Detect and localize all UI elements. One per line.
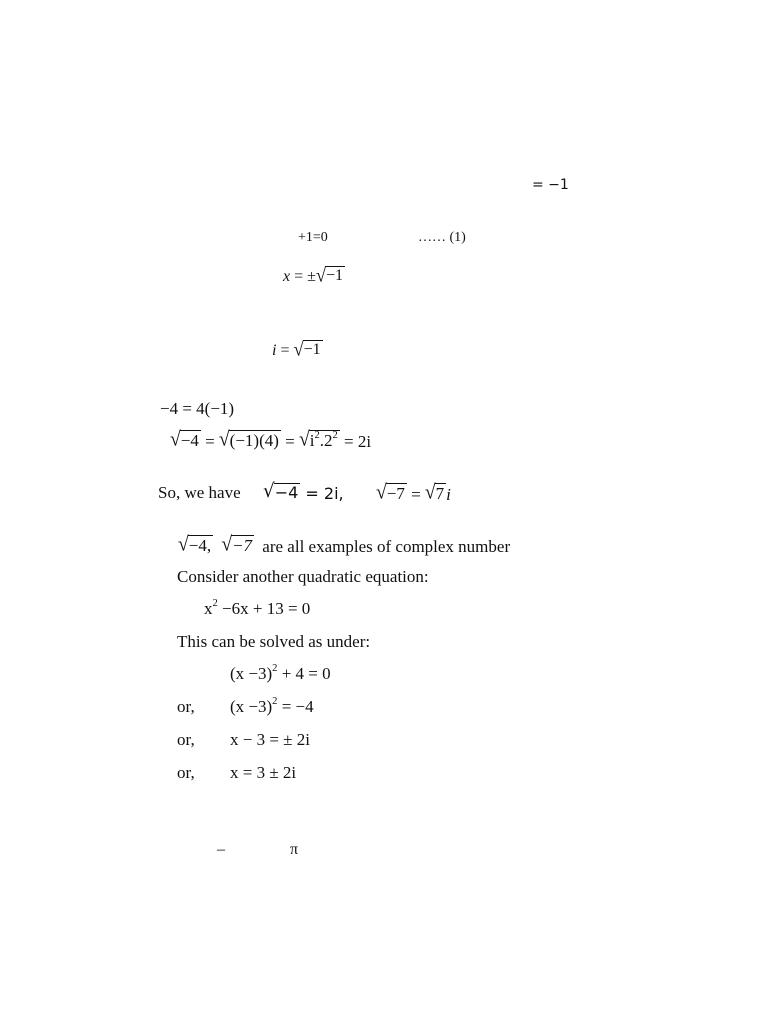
square-root-minus-four	[170, 430, 201, 450]
radicand: −1	[303, 341, 321, 358]
radicand: −4	[180, 431, 199, 450]
radical-sign-icon: √	[424, 481, 436, 504]
so-we-have-lead: So, we have	[158, 483, 241, 502]
step-rest: + 4 = 0	[277, 664, 331, 683]
dash-symbol: –	[217, 841, 225, 858]
square-root-minus-one	[316, 266, 345, 285]
square-root-product	[219, 430, 281, 450]
solution-step-1	[230, 665, 331, 682]
imaginary-unit-definition	[272, 340, 323, 359]
imaginary-i: i	[446, 484, 451, 504]
step-rest: = −4	[277, 697, 314, 716]
root-minus-seven-equals-root-seven-i	[376, 483, 451, 503]
solution-step-4-prefix: or,	[177, 763, 195, 782]
step-base: (x −3)	[230, 697, 273, 716]
times-two: .2	[319, 431, 333, 450]
radicand: −7	[232, 536, 253, 555]
exponent: 2	[314, 430, 320, 442]
exponent: 2	[212, 598, 218, 610]
equals-relation: =	[406, 484, 425, 504]
radical-sign-icon: √	[376, 481, 387, 504]
quadratic-equation	[204, 600, 310, 617]
equation-plus-one-fragment: +1=0	[298, 230, 328, 245]
square-root-minus-four-derivation	[170, 430, 371, 450]
square-root-minus-seven	[221, 535, 254, 555]
consider-quadratic-heading: Consider another quadratic equation:	[177, 567, 429, 586]
equation-reference-number: …… (1)	[418, 230, 466, 245]
variable-x: x	[283, 267, 291, 285]
equals-relation: =	[280, 431, 299, 451]
square-root-minus-four	[263, 480, 300, 503]
equals-relation: =	[276, 341, 294, 359]
square-root-minus-one	[293, 340, 322, 359]
solution-step-2-prefix: or,	[177, 697, 195, 716]
plus-minus-relation: = ±	[290, 267, 316, 285]
square-root-minus-four	[178, 535, 213, 555]
quadratic-rest: −6x + 13 = 0	[217, 599, 311, 618]
x-equals-plus-minus-root-equation	[283, 266, 345, 285]
solution-step-4: x = 3 ± 2i	[230, 763, 297, 782]
radical-sign-icon: √	[293, 338, 304, 360]
complex-number-examples-line	[178, 535, 510, 555]
variable-x: x	[204, 599, 213, 618]
radicand: −7	[386, 484, 405, 503]
square-root-i-squared-two-squared	[299, 430, 340, 450]
square-root-minus-seven	[376, 483, 407, 503]
radical-sign-icon: √	[263, 480, 275, 503]
radicand: 7	[435, 484, 445, 503]
exponent: 2	[332, 430, 338, 442]
equals-relation: =	[200, 431, 219, 451]
exponent: 2	[272, 663, 278, 675]
radicand: −4,	[188, 536, 212, 555]
solution-step-3: x − 3 = ± 2i	[230, 730, 310, 749]
value-two-i: = 2i,	[300, 483, 344, 503]
equals-minus-one-fragment: = −1	[532, 177, 569, 193]
radical-sign-icon: √	[315, 264, 327, 286]
radicand: −1	[326, 267, 344, 284]
radical-sign-icon: √	[170, 428, 181, 451]
variable-i: i	[272, 341, 277, 359]
square-root-seven	[425, 483, 446, 503]
radicand	[309, 430, 340, 450]
radicand: −4	[274, 483, 299, 502]
solution-step-3-prefix: or,	[177, 730, 195, 749]
radical-sign-icon: √	[178, 533, 189, 556]
pi-symbol: π	[290, 841, 299, 858]
result-two-i: = 2i	[339, 431, 372, 451]
examples-text: are all examples of complex number	[262, 536, 511, 556]
solution-step-2	[230, 698, 314, 715]
radical-sign-icon: √	[218, 428, 230, 451]
radical-sign-icon: √	[221, 533, 233, 556]
minus-four-factorization: −4 = 4(−1)	[160, 399, 235, 418]
exponent: 2	[272, 696, 278, 708]
radicand: (−1)(4)	[229, 431, 279, 450]
radical-sign-icon: √	[298, 428, 310, 451]
base-i: i	[309, 431, 315, 450]
solved-as-under-heading: This can be solved as under:	[177, 632, 371, 651]
step-base: (x −3)	[230, 664, 273, 683]
root-minus-four-equals-two-i	[263, 480, 344, 503]
